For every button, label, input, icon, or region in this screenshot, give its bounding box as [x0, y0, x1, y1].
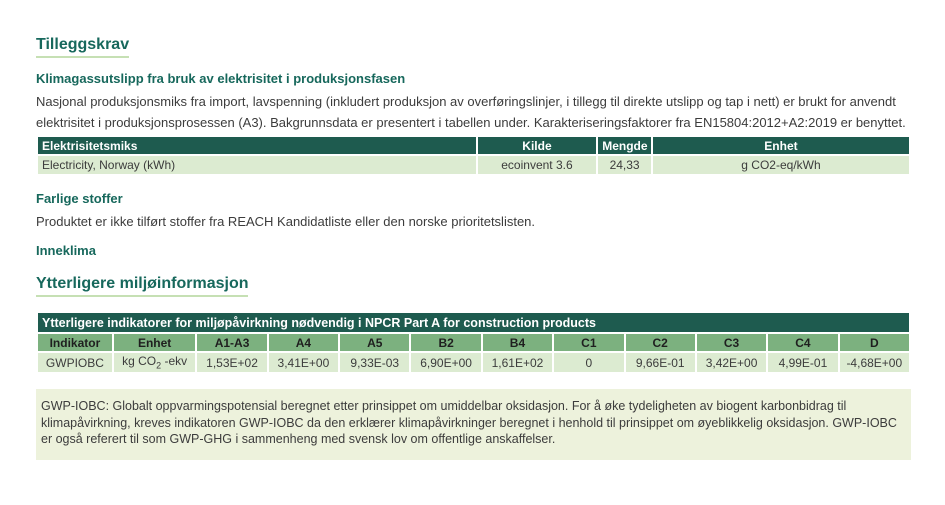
cell-electricity-unit: g CO2-eq/kWh	[653, 156, 909, 174]
col-header-kilde: Kilde	[478, 137, 597, 154]
cell-value-c4: 4,99E-01	[768, 353, 837, 372]
cell-indicator-name: GWPIOBC	[38, 353, 112, 372]
cell-value-a1-a3: 1,53E+02	[197, 353, 266, 372]
col-header-c1: C1	[554, 334, 623, 351]
col-header-c4: C4	[768, 334, 837, 351]
indicator-table-data-row	[38, 353, 909, 372]
col-header-mengde: Mengde	[598, 137, 651, 154]
cell-value-b4: 1,61E+02	[483, 353, 552, 372]
cell-value-a5: 9,33E-03	[340, 353, 409, 372]
cell-value-b2: 6,90E+00	[411, 353, 480, 372]
cell-indicator-unit	[114, 353, 196, 372]
cell-electricity-name: Electricity, Norway (kWh)	[38, 156, 476, 174]
section-title-tilleggskrav: Tilleggskrav	[36, 35, 129, 58]
col-header-b2: B2	[411, 334, 480, 351]
electricity-table-header-row	[38, 137, 909, 154]
col-header-indikator: Indikator	[38, 334, 112, 351]
col-header-a4: A4	[269, 334, 338, 351]
cell-value-a4: 3,41E+00	[269, 353, 338, 372]
section-tilleggskrav	[36, 35, 911, 259]
subheading-farlige-stoffer: Farlige stoffer	[36, 191, 123, 206]
indicator-table-title: Ytterligere indikatorer for miljøpåvirkning nødvendig i NPCR Part A for construction products	[38, 313, 909, 332]
electricity-mix-table	[36, 135, 911, 176]
paragraph-farlige-stoffer: Produktet er ikke tilført stoffer fra REACH Kandidatliste eller den norske prioritetslisten.	[36, 214, 536, 229]
col-header-d: D	[840, 334, 909, 351]
cell-value-c2: 9,66E-01	[626, 353, 695, 372]
cell-value-d: -4,68E+00	[840, 353, 909, 372]
unit-subscript: 2	[156, 360, 162, 371]
unit-prefix: kg CO	[122, 354, 157, 369]
col-header-enhet: Enhet	[653, 137, 909, 154]
cell-electricity-source: ecoinvent 3.6	[478, 156, 597, 174]
table-row	[38, 156, 909, 174]
gwp-iobc-note: GWP-IOBC: Globalt oppvarmingspotensial beregnet etter prinsippet om umiddelbar oksidasjon. For å øke tydeligheten av biogent karbonbidrag til klimapåvirkning, kreves indikatoren GWP-IOBC da den erklærer klimapåvirkninger beregnet i henhold til prinsippet om øyeblikkelig oksidasjon. GWP-IOBC er også referert til som GWP-GHG i sammenheng med svensk lov om offentlige anskaffelser.	[36, 389, 911, 460]
section-title-ytterligere: Ytterligere miljøinformasjon	[36, 274, 248, 297]
subheading-inneklima: Inneklima	[36, 243, 96, 258]
cell-value-c3: 3,42E+00	[697, 353, 766, 372]
col-header-c3: C3	[697, 334, 766, 351]
subheading-klimagassutslipp: Klimagassutslipp fra bruk av elektrisitet i produksjonsfasen	[36, 71, 406, 86]
paragraph-klimagassutslipp: Nasjonal produksjonsmiks fra import, lavspenning (inkludert produksjon av overføringslinjer, i tillegg til direkte utslipp og tap i nett) er brukt for anvendt elektrisitet i produksjonsprosessen (A3). Bakgrunnsdata er presentert i tabellen under. Karakteriseringsfaktorer fra EN15804:2012+A2:2019 er benyttet.	[36, 94, 906, 130]
indicator-table	[36, 311, 911, 374]
section-ytterligere	[36, 274, 911, 460]
indicator-table-title-row	[38, 313, 909, 332]
col-header-enhet: Enhet	[114, 334, 196, 351]
cell-electricity-amount: 24,33	[598, 156, 651, 174]
cell-value-c1: 0	[554, 353, 623, 372]
col-header-b4: B4	[483, 334, 552, 351]
col-header-a1-a3: A1-A3	[197, 334, 266, 351]
indicator-table-header-row	[38, 334, 909, 351]
col-header-a5: A5	[340, 334, 409, 351]
col-header-c2: C2	[626, 334, 695, 351]
unit-suffix: -ekv	[161, 354, 188, 369]
col-header-elektrisitetsmiks: Elektrisitetsmiks	[38, 137, 476, 154]
